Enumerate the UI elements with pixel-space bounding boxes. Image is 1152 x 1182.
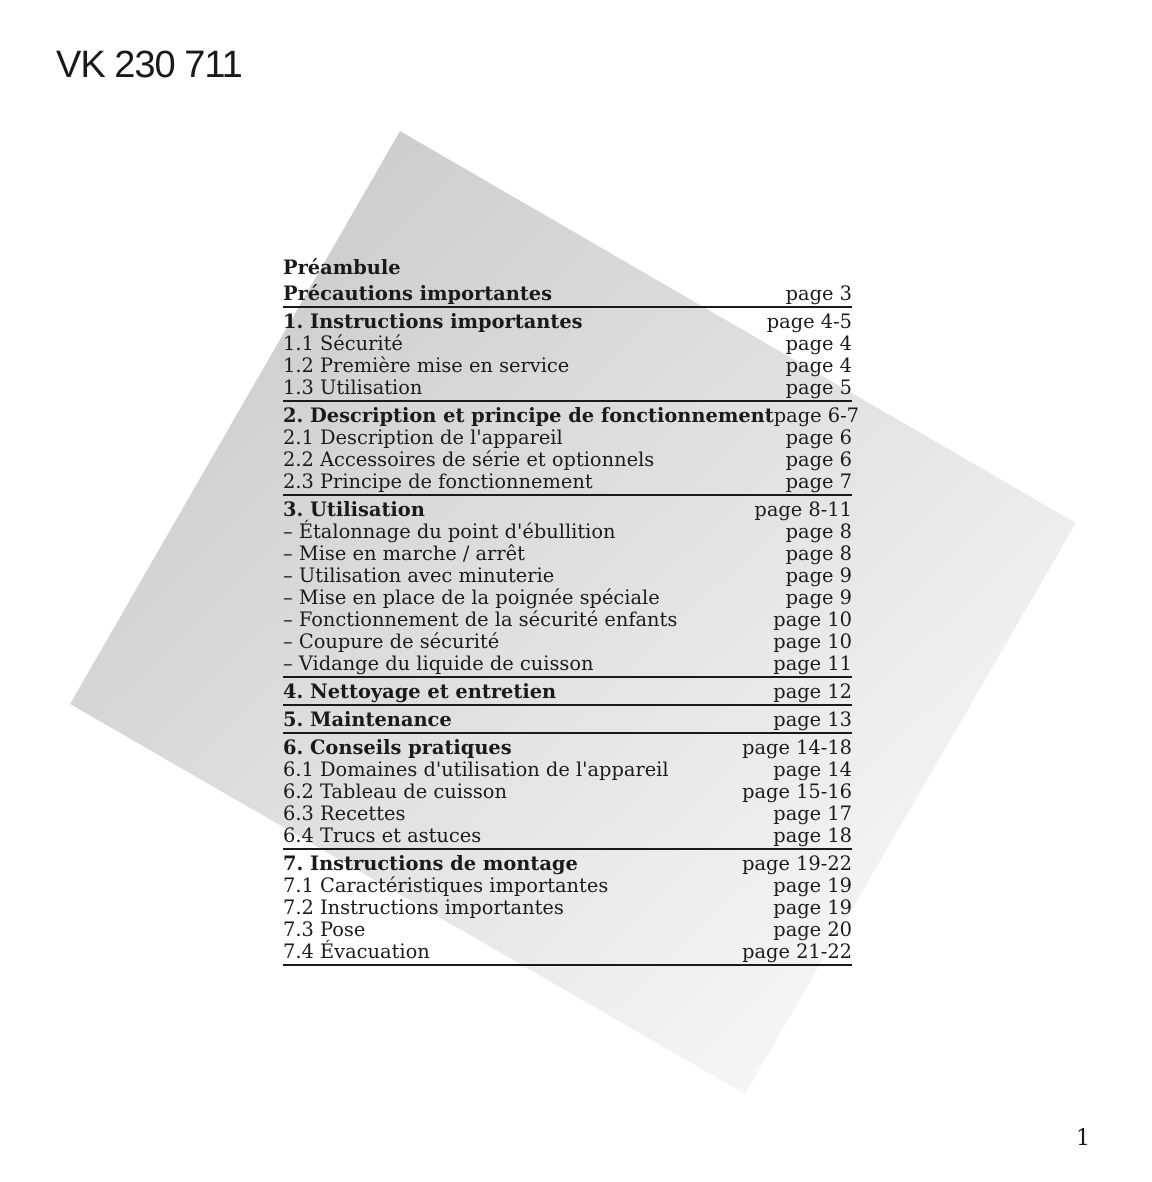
toc-heading[interactable] xyxy=(283,257,852,279)
toc-heading-page: page 8-11 xyxy=(754,498,852,521)
toc-item[interactable] xyxy=(283,587,852,609)
toc-item-page: page 6 xyxy=(785,448,852,471)
toc-item-label: 7.1 Caractéristiques importantes xyxy=(283,874,609,897)
toc-heading[interactable] xyxy=(283,737,852,759)
toc-heading-label: Préambule xyxy=(283,256,401,279)
toc-item-page: page 6 xyxy=(785,426,852,449)
page-number: 1 xyxy=(1076,1126,1090,1151)
toc-item-label: – Coupure de sécurité xyxy=(283,630,500,653)
toc-item[interactable] xyxy=(283,941,852,963)
toc-item[interactable] xyxy=(283,825,852,847)
toc-item-page: page 19 xyxy=(773,874,852,897)
toc-item-page: page 14 xyxy=(773,758,852,781)
toc-heading-page: page 6-7 xyxy=(773,404,860,427)
toc-item-page: page 19 xyxy=(773,896,852,919)
toc-item-page: page 10 xyxy=(773,608,852,631)
toc-section-6 xyxy=(283,734,852,850)
toc-heading-label: 6. Conseils pratiques xyxy=(283,736,512,759)
toc-heading-page: page 14-18 xyxy=(742,736,852,759)
toc-section-3 xyxy=(283,496,852,678)
toc-item[interactable] xyxy=(283,609,852,631)
toc-item-page: page 9 xyxy=(785,586,852,609)
toc-heading-page: page 13 xyxy=(773,708,852,731)
toc-item[interactable] xyxy=(283,543,852,565)
toc-item-page: page 8 xyxy=(785,520,852,543)
toc-item[interactable] xyxy=(283,653,852,675)
toc-item[interactable] xyxy=(283,759,852,781)
toc-item-page: page 4 xyxy=(785,354,852,377)
toc-item-page: page 20 xyxy=(773,918,852,941)
toc-heading[interactable] xyxy=(283,709,852,731)
toc-item-page: page 17 xyxy=(773,802,852,825)
toc-item[interactable] xyxy=(283,333,852,355)
toc-heading-page: page 12 xyxy=(773,680,852,703)
toc-heading-label: 1. Instructions importantes xyxy=(283,310,583,333)
toc-heading[interactable] xyxy=(283,311,852,333)
toc-item-label: 2.3 Principe de fonctionnement xyxy=(283,470,593,493)
toc-item-label: – Fonctionnement de la sécurité enfants xyxy=(283,608,678,631)
toc-heading-page: page 3 xyxy=(785,282,852,305)
toc-item-label: 7.4 Évacuation xyxy=(283,940,430,963)
toc-item-page: page 8 xyxy=(785,542,852,565)
toc-item-label: 6.4 Trucs et astuces xyxy=(283,824,482,847)
toc-section-preambule xyxy=(283,254,852,280)
toc-item[interactable] xyxy=(283,631,852,653)
toc-item-label: – Mise en marche / arrêt xyxy=(283,542,525,565)
toc-item-page: page 5 xyxy=(785,376,852,399)
toc-item-label: 6.3 Recettes xyxy=(283,802,406,825)
toc-heading-label: 3. Utilisation xyxy=(283,498,425,521)
toc-section-2 xyxy=(283,402,860,496)
toc-heading[interactable] xyxy=(283,283,852,305)
toc-item[interactable] xyxy=(283,521,852,543)
toc-item-label: – Utilisation avec minuterie xyxy=(283,564,555,587)
toc-item[interactable] xyxy=(283,355,852,377)
toc-item-page: page 9 xyxy=(785,564,852,587)
toc-item-label: 1.1 Sécurité xyxy=(283,332,403,355)
toc-item[interactable] xyxy=(283,919,852,941)
toc-heading-label: Précautions importantes xyxy=(283,282,553,305)
toc-heading[interactable] xyxy=(283,404,860,427)
toc-item-label: 6.1 Domaines d'utilisation de l'appareil xyxy=(283,758,669,781)
toc-heading-page: page 19-22 xyxy=(742,852,852,875)
toc-item[interactable] xyxy=(283,781,852,803)
toc-item-page: page 7 xyxy=(785,470,852,493)
toc-section-5 xyxy=(283,706,852,734)
toc-heading-label: 5. Maintenance xyxy=(283,708,452,731)
toc-item-label: 7.3 Pose xyxy=(283,918,366,941)
toc-section-1 xyxy=(283,308,852,402)
toc-item[interactable] xyxy=(283,449,852,471)
toc-item[interactable] xyxy=(283,897,852,919)
toc-section-4 xyxy=(283,678,852,706)
toc-heading-page: page 4-5 xyxy=(766,310,852,333)
toc-item-page: page 18 xyxy=(773,824,852,847)
toc-item[interactable] xyxy=(283,471,852,493)
toc-item[interactable] xyxy=(283,875,852,897)
toc-heading-label: 4. Nettoyage et entretien xyxy=(283,680,557,703)
toc-heading[interactable] xyxy=(283,853,852,875)
toc-heading[interactable] xyxy=(283,681,852,703)
toc-item-page: page 15-16 xyxy=(742,780,852,803)
toc-item-label: 2.2 Accessoires de série et optionnels xyxy=(283,448,655,471)
toc-item-label: – Étalonnage du point d'ébullition xyxy=(283,520,616,543)
toc-item-page: page 4 xyxy=(785,332,852,355)
toc-item-label: 1.3 Utilisation xyxy=(283,376,423,399)
toc-item-label: 1.2 Première mise en service xyxy=(283,354,570,377)
model-number: VK 230 711 xyxy=(56,44,242,86)
toc-item-label: 7.2 Instructions importantes xyxy=(283,896,564,919)
toc-item-label: 6.2 Tableau de cuisson xyxy=(283,780,507,803)
toc-item[interactable] xyxy=(283,803,852,825)
toc-item-label: 2.1 Description de l'appareil xyxy=(283,426,563,449)
table-of-contents xyxy=(283,254,860,966)
toc-section-precautions xyxy=(283,280,852,308)
toc-item[interactable] xyxy=(283,565,852,587)
toc-item-label: – Vidange du liquide de cuisson xyxy=(283,652,594,675)
toc-item-label: – Mise en place de la poignée spéciale xyxy=(283,586,660,609)
toc-item-page: page 21-22 xyxy=(742,940,852,963)
toc-heading[interactable] xyxy=(283,499,852,521)
toc-section-7 xyxy=(283,850,852,966)
toc-heading-label: 7. Instructions de montage xyxy=(283,852,578,875)
toc-item-page: page 10 xyxy=(773,630,852,653)
toc-item-page: page 11 xyxy=(773,652,852,675)
toc-heading-label: 2. Description et principe de fonctionnement xyxy=(283,404,774,427)
toc-item[interactable] xyxy=(283,377,852,399)
toc-item[interactable] xyxy=(283,427,852,449)
